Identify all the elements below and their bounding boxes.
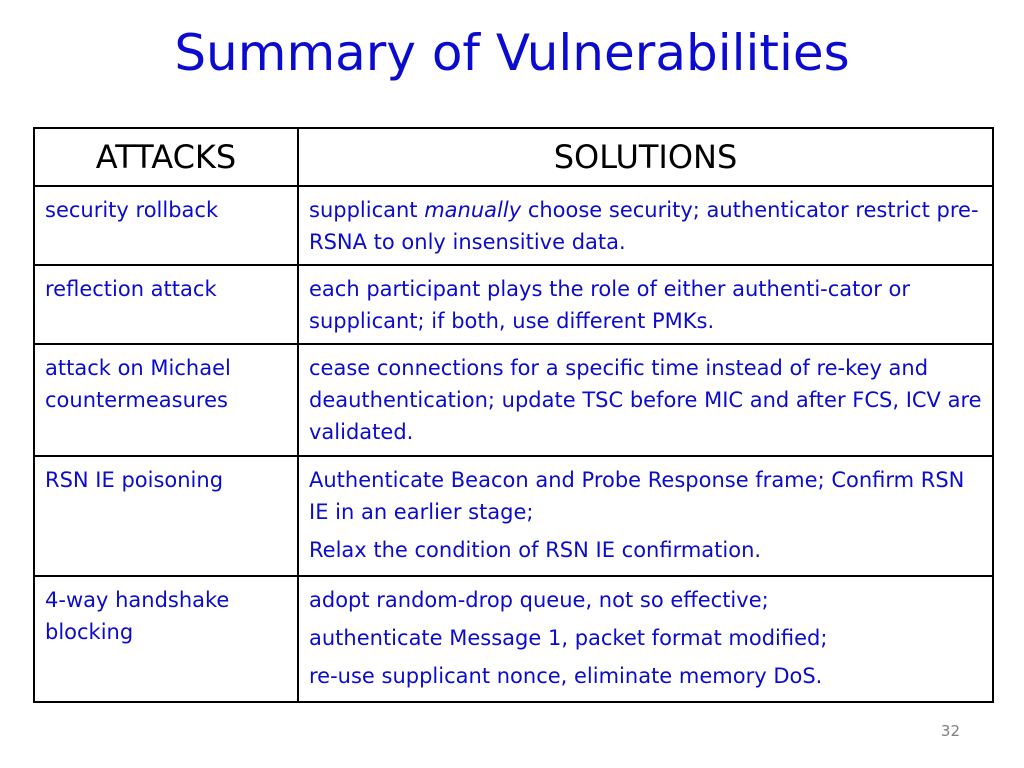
solution-text (309, 194, 982, 258)
table-header-row (34, 128, 993, 186)
table-row (34, 265, 993, 344)
solution-cell (298, 456, 993, 576)
solution-line: Relax the condition of RSN IE confirmation. (309, 538, 762, 562)
attack-cell (34, 576, 298, 702)
slide-title: Summary of Vulnerabilities (174, 24, 850, 82)
solution-text: cease connections for a specific time instead of re-key and deauthentication; update TSC before MIC and after FCS, ICV are validated. (309, 356, 982, 444)
table-row (34, 576, 993, 702)
table-row (34, 344, 993, 456)
solution-line: authenticate Message 1, packet format modified; (309, 626, 828, 650)
solution-cell (298, 344, 993, 456)
attack-text: RSN IE poisoning (45, 468, 224, 492)
solution-text-pre: supplicant (309, 198, 425, 222)
solution-cell (298, 186, 993, 265)
solution-line: re-use supplicant nonce, eliminate memory DoS. (309, 664, 823, 688)
attack-cell (34, 265, 298, 344)
vulnerabilities-table (33, 127, 994, 703)
solution-line: adopt random-drop queue, not so effective; (309, 588, 769, 612)
solution-line: Authenticate Beacon and Probe Response frame; Confirm RSN IE in an earlier stage; (309, 468, 965, 524)
table-row (34, 456, 993, 576)
attack-text: security rollback (45, 198, 219, 222)
attack-cell (34, 456, 298, 576)
page-number: 32 (940, 722, 960, 740)
header-solutions: SOLUTIONS (298, 128, 993, 186)
solution-cell (298, 265, 993, 344)
attack-cell (34, 344, 298, 456)
attack-cell (34, 186, 298, 265)
solution-text-emphasis: manually (424, 198, 522, 222)
header-attacks: ATTACKS (34, 128, 298, 186)
attack-text: 4-way handshake blocking (45, 588, 230, 644)
solution-cell (298, 576, 993, 702)
attack-text: reflection attack (45, 277, 217, 301)
table-row (34, 186, 993, 265)
solution-text-post: choose security; authenticator restrict pre-RSNA to only insensitive data. (309, 198, 979, 254)
attack-text: attack on Michael countermeasures (45, 356, 231, 412)
solution-text: each participant plays the role of either authenti-cator or supplicant; if both, use different PMKs. (309, 277, 911, 333)
